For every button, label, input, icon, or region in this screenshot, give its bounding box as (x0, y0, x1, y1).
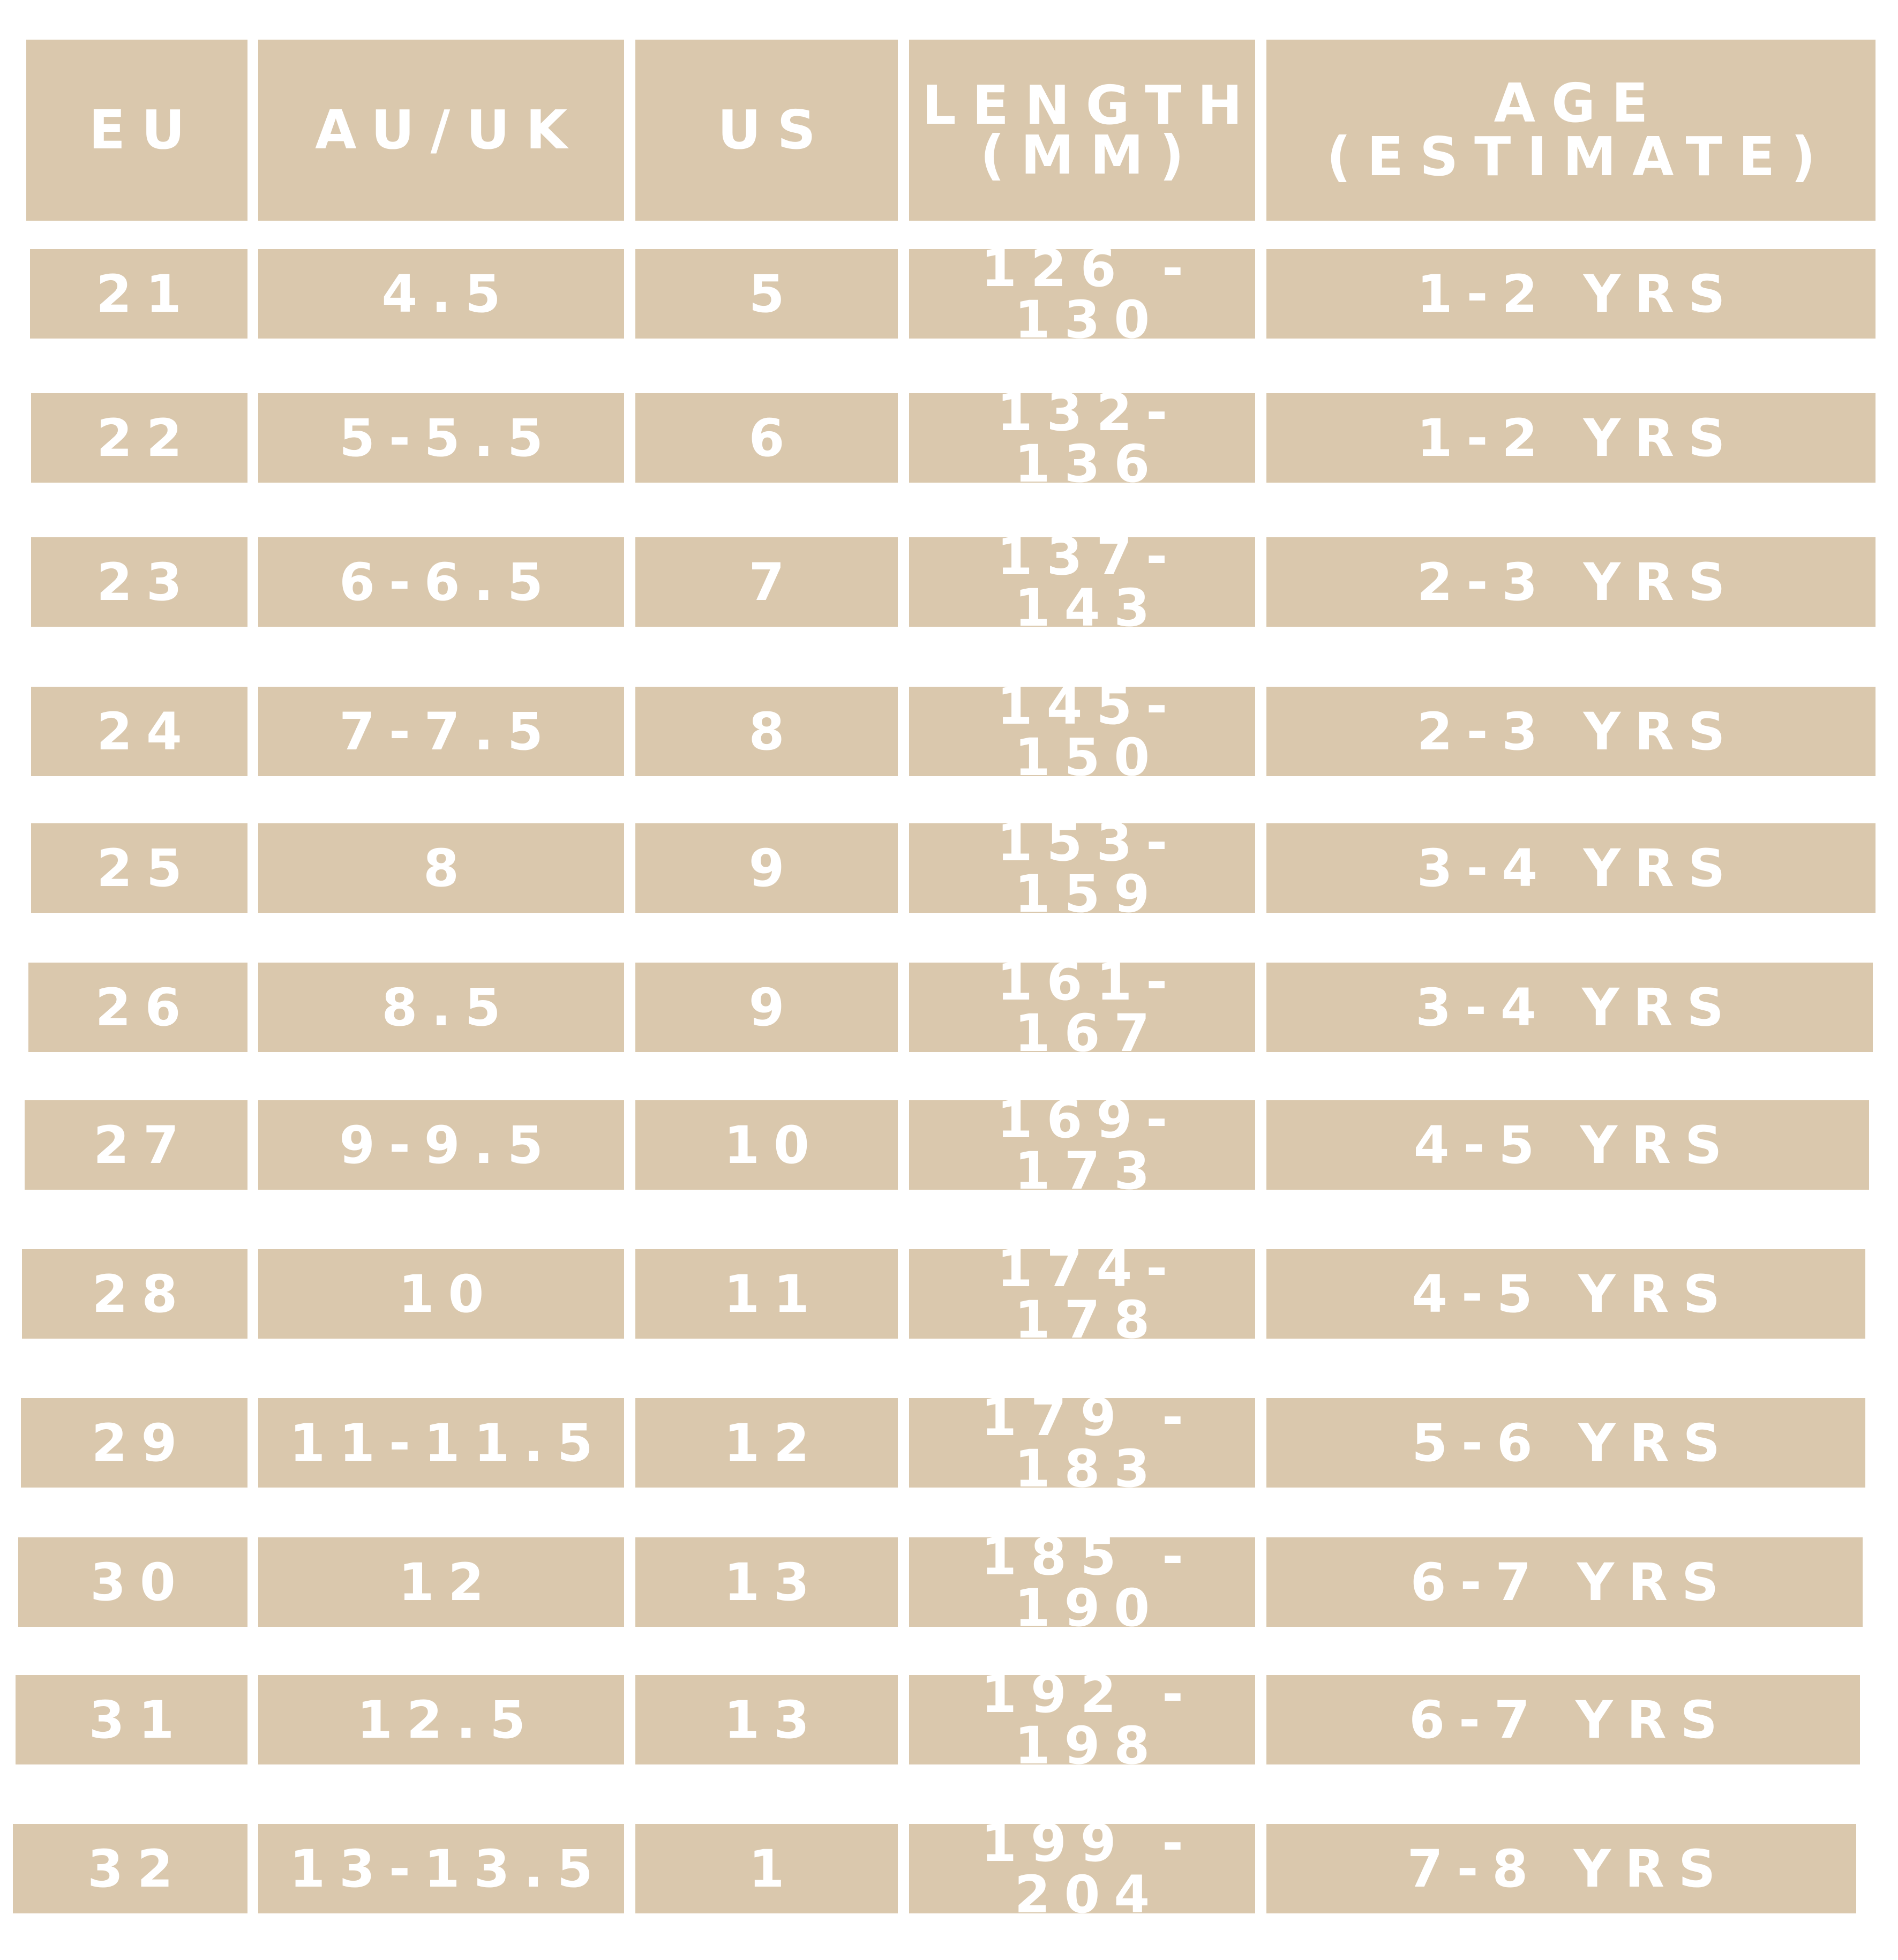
cell-age: 3-4 YRS (1266, 823, 1876, 913)
cell-us: 13 (635, 1537, 898, 1627)
cell-age: 5-6 YRS (1266, 1398, 1865, 1488)
cell-length: 137-143 (909, 537, 1255, 627)
cell-au-uk: 12 (258, 1537, 624, 1627)
cell-au-uk: 9-9.5 (258, 1100, 624, 1190)
cell-length: 179 - 183 (909, 1398, 1255, 1488)
header-length-line-1: LENGTH (922, 74, 1258, 137)
cell-eu: 25 (31, 823, 247, 913)
cell-eu: 30 (18, 1537, 247, 1627)
cell-age: 7-8 YRS (1266, 1824, 1856, 1913)
header-age-estimate: AGE (ESTIMATE) (1266, 40, 1876, 221)
cell-length: 169-173 (909, 1100, 1255, 1190)
cell-us: 6 (635, 393, 898, 483)
cell-age: 3-4 YRS (1266, 963, 1873, 1052)
cell-us: 8 (635, 687, 898, 776)
cell-au-uk: 8 (258, 823, 624, 913)
cell-age: 2-3 YRS (1266, 687, 1876, 776)
cell-age: 1-2 YRS (1266, 393, 1876, 483)
cell-au-uk: 7-7.5 (258, 687, 624, 776)
cell-eu: 31 (16, 1675, 247, 1764)
cell-eu: 28 (22, 1249, 247, 1339)
cell-age: 4-5 YRS (1266, 1249, 1865, 1339)
cell-au-uk: 11-11.5 (258, 1398, 624, 1488)
cell-age: 6-7 YRS (1266, 1537, 1863, 1627)
cell-us: 10 (635, 1100, 898, 1190)
cell-eu: 29 (21, 1398, 247, 1488)
cell-length: 153-159 (909, 823, 1255, 913)
cell-us: 9 (635, 823, 898, 913)
cell-length: 132-136 (909, 393, 1255, 483)
cell-us: 5 (635, 249, 898, 339)
cell-us: 9 (635, 963, 898, 1052)
header-length-mm (909, 40, 1258, 221)
cell-us: 11 (635, 1249, 898, 1339)
cell-eu: 22 (31, 393, 247, 483)
cell-length: 192 - 198 (909, 1675, 1255, 1764)
header-au-uk: AU/UK (258, 40, 624, 221)
cell-us: 12 (635, 1398, 898, 1488)
header-us: US (635, 40, 898, 221)
cell-length: 145-150 (909, 687, 1255, 776)
cell-au-uk: 12.5 (258, 1675, 624, 1764)
cell-length: 161-167 (909, 963, 1255, 1052)
cell-au-uk: 8.5 (258, 963, 624, 1052)
cell-age: 4-5 YRS (1266, 1100, 1869, 1190)
header-eu: EU (26, 40, 247, 221)
cell-us: 13 (635, 1675, 898, 1764)
cell-au-uk: 5-5.5 (258, 393, 624, 483)
cell-us: 1 (635, 1824, 898, 1913)
cell-eu: 27 (25, 1100, 247, 1190)
cell-length: 126 - 130 (909, 249, 1255, 339)
cell-au-uk: 4.5 (258, 249, 624, 339)
cell-eu: 26 (28, 963, 247, 1052)
cell-eu: 21 (30, 249, 247, 339)
cell-eu: 24 (31, 687, 247, 776)
cell-age: 1-2 YRS (1266, 249, 1876, 339)
cell-age: 6-7 YRS (1266, 1675, 1860, 1764)
cell-eu: 23 (31, 537, 247, 627)
cell-length: 174-178 (909, 1249, 1255, 1339)
cell-au-uk: 13-13.5 (258, 1824, 624, 1913)
cell-length: 199 - 204 (909, 1824, 1255, 1913)
cell-age: 2-3 YRS (1266, 537, 1876, 627)
cell-length: 185 - 190 (909, 1537, 1255, 1627)
cell-au-uk: 10 (258, 1249, 624, 1339)
header-length-line-2: (MM) (980, 124, 1201, 186)
cell-au-uk: 6-6.5 (258, 537, 624, 627)
cell-us: 7 (635, 537, 898, 627)
cell-eu: 32 (13, 1824, 247, 1913)
